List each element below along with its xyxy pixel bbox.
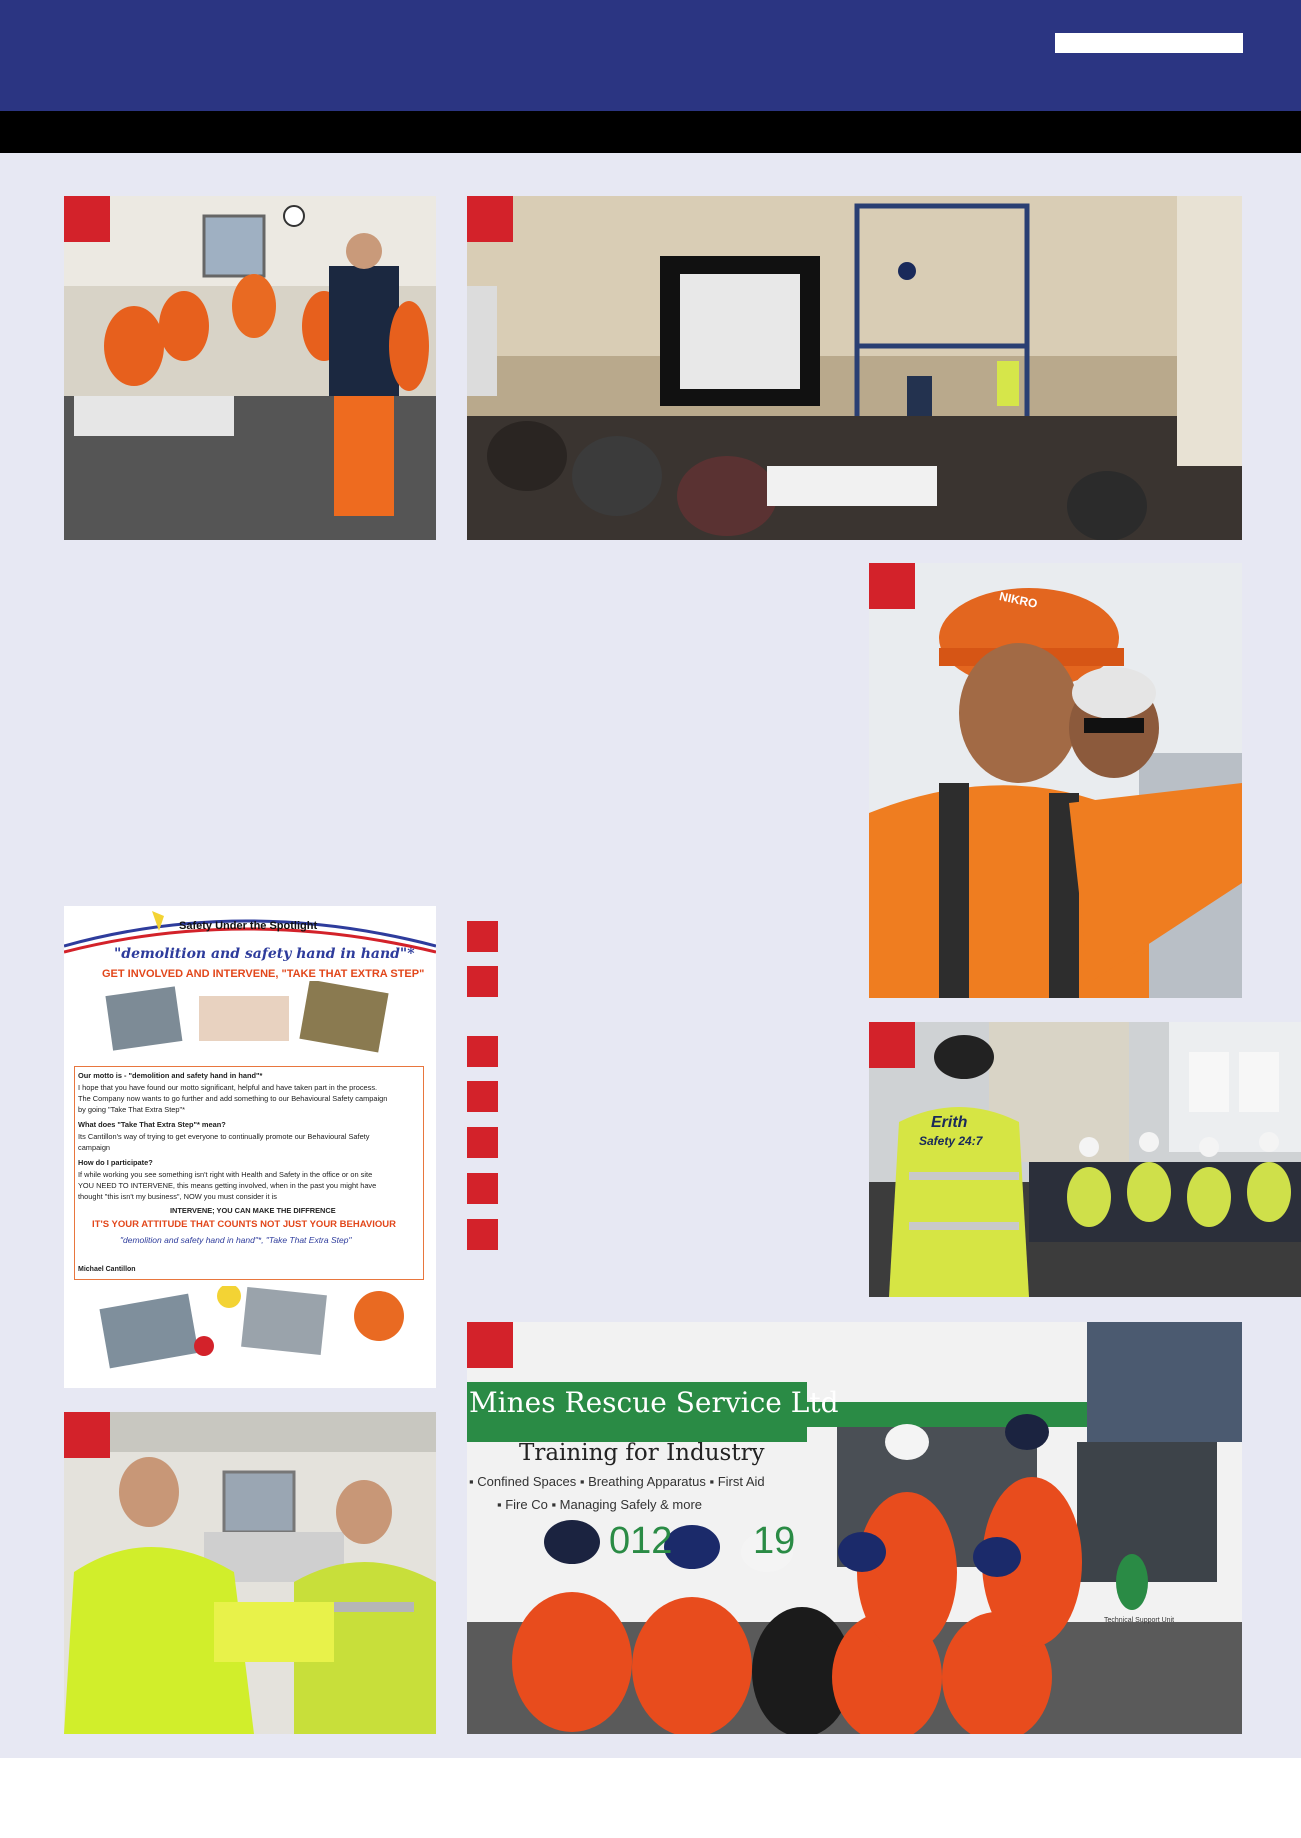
bullet-marker xyxy=(467,966,498,997)
photo-marker xyxy=(467,196,513,242)
poster-text-line: Its Cantillon's way of trying to get everyone to continually promote our Behavioural Safety xyxy=(78,1132,370,1141)
van-company: Mines Rescue Service Ltd xyxy=(469,1386,839,1419)
photo-award-handover xyxy=(64,1412,436,1734)
poster-text-line: The Company now wants to go further and add something to our Behavioural Safety campaign xyxy=(78,1094,388,1103)
bullet-marker xyxy=(467,1173,498,1204)
poster-motto-line: Our motto is - "demolition and safety hand in hand"* xyxy=(78,1071,263,1080)
photo-marker xyxy=(869,563,915,609)
bullet-marker xyxy=(467,1081,498,1112)
poster-text-line: I hope that you have found our motto significant, helpful and have taken part in the process. xyxy=(78,1083,378,1092)
helmet-brand: NIKRO xyxy=(997,589,1039,611)
bullet-marker xyxy=(467,921,498,952)
photo-site-briefing xyxy=(64,196,436,540)
jacket-brand: Erith xyxy=(931,1114,968,1131)
page-header xyxy=(0,0,1301,111)
poster-signature: Michael Cantillon xyxy=(78,1266,136,1273)
poster-question: How do I participate? xyxy=(78,1158,153,1167)
poster-attitude: IT'S YOUR ATTITUDE THAT COUNTS NOT JUST YOUR BEHAVIOUR xyxy=(92,1219,396,1230)
poster-text-line: YOU NEED TO INTERVENE, this means getting involved, when in the past you might have xyxy=(78,1181,377,1190)
photo-marker xyxy=(467,1322,513,1368)
poster-closing: "demolition and safety hand in hand"*, "Take That Extra Step" xyxy=(120,1235,352,1245)
van-tagline: Training for Industry xyxy=(519,1440,765,1466)
poster-question: What does "Take That Extra Step"* mean? xyxy=(78,1120,226,1129)
bullet-marker xyxy=(467,1036,498,1067)
poster-motto: "demolition and safety hand in hand"* xyxy=(114,946,415,962)
poster-text-line: thought "this isn't my business", NOW you must consider it is xyxy=(78,1192,277,1201)
photo-marker xyxy=(869,1022,915,1068)
header-tab xyxy=(1055,33,1243,53)
poster-intervene: INTERVENE; YOU CAN MAKE THE DIFFRENCE xyxy=(170,1206,336,1215)
safety-poster xyxy=(64,906,436,1388)
section-bar xyxy=(0,111,1301,153)
photo-marker xyxy=(64,1412,110,1458)
jacket-slogan: Safety 24:7 xyxy=(919,1134,983,1148)
van-services-1: ▪ Confined Spaces ▪ Breathing Apparatus ▪ First Aid xyxy=(469,1474,765,1489)
bullet-marker xyxy=(467,1219,498,1250)
bullet-marker xyxy=(467,1127,498,1158)
poster-text-line: campaign xyxy=(78,1143,111,1152)
van-phone xyxy=(609,1520,795,1563)
poster-title: Safety Under the Spotlight xyxy=(179,920,318,932)
van-services-2: ▪ Fire Co ▪ Managing Safely & more xyxy=(497,1497,703,1512)
van-phone-start: 012 xyxy=(609,1520,673,1562)
photo-mines-rescue-team xyxy=(467,1322,1242,1734)
van-unit: Technical Support Unit xyxy=(1104,1617,1175,1624)
photo-conference-demo xyxy=(467,196,1242,540)
poster-text-line: If while working you see something isn't right with Health and Safety in the office or on site xyxy=(78,1170,373,1179)
photo-rope-access-workers xyxy=(869,563,1242,998)
van-phone-end: 19 xyxy=(752,1520,796,1562)
photo-marker xyxy=(64,196,110,242)
photo-toolbox-talk xyxy=(869,1022,1301,1297)
poster-text-line: by going "Take That Extra Step"* xyxy=(78,1105,185,1114)
poster-subtitle: GET INVOLVED AND INTERVENE, "TAKE THAT EXTRA STEP" xyxy=(102,968,425,980)
